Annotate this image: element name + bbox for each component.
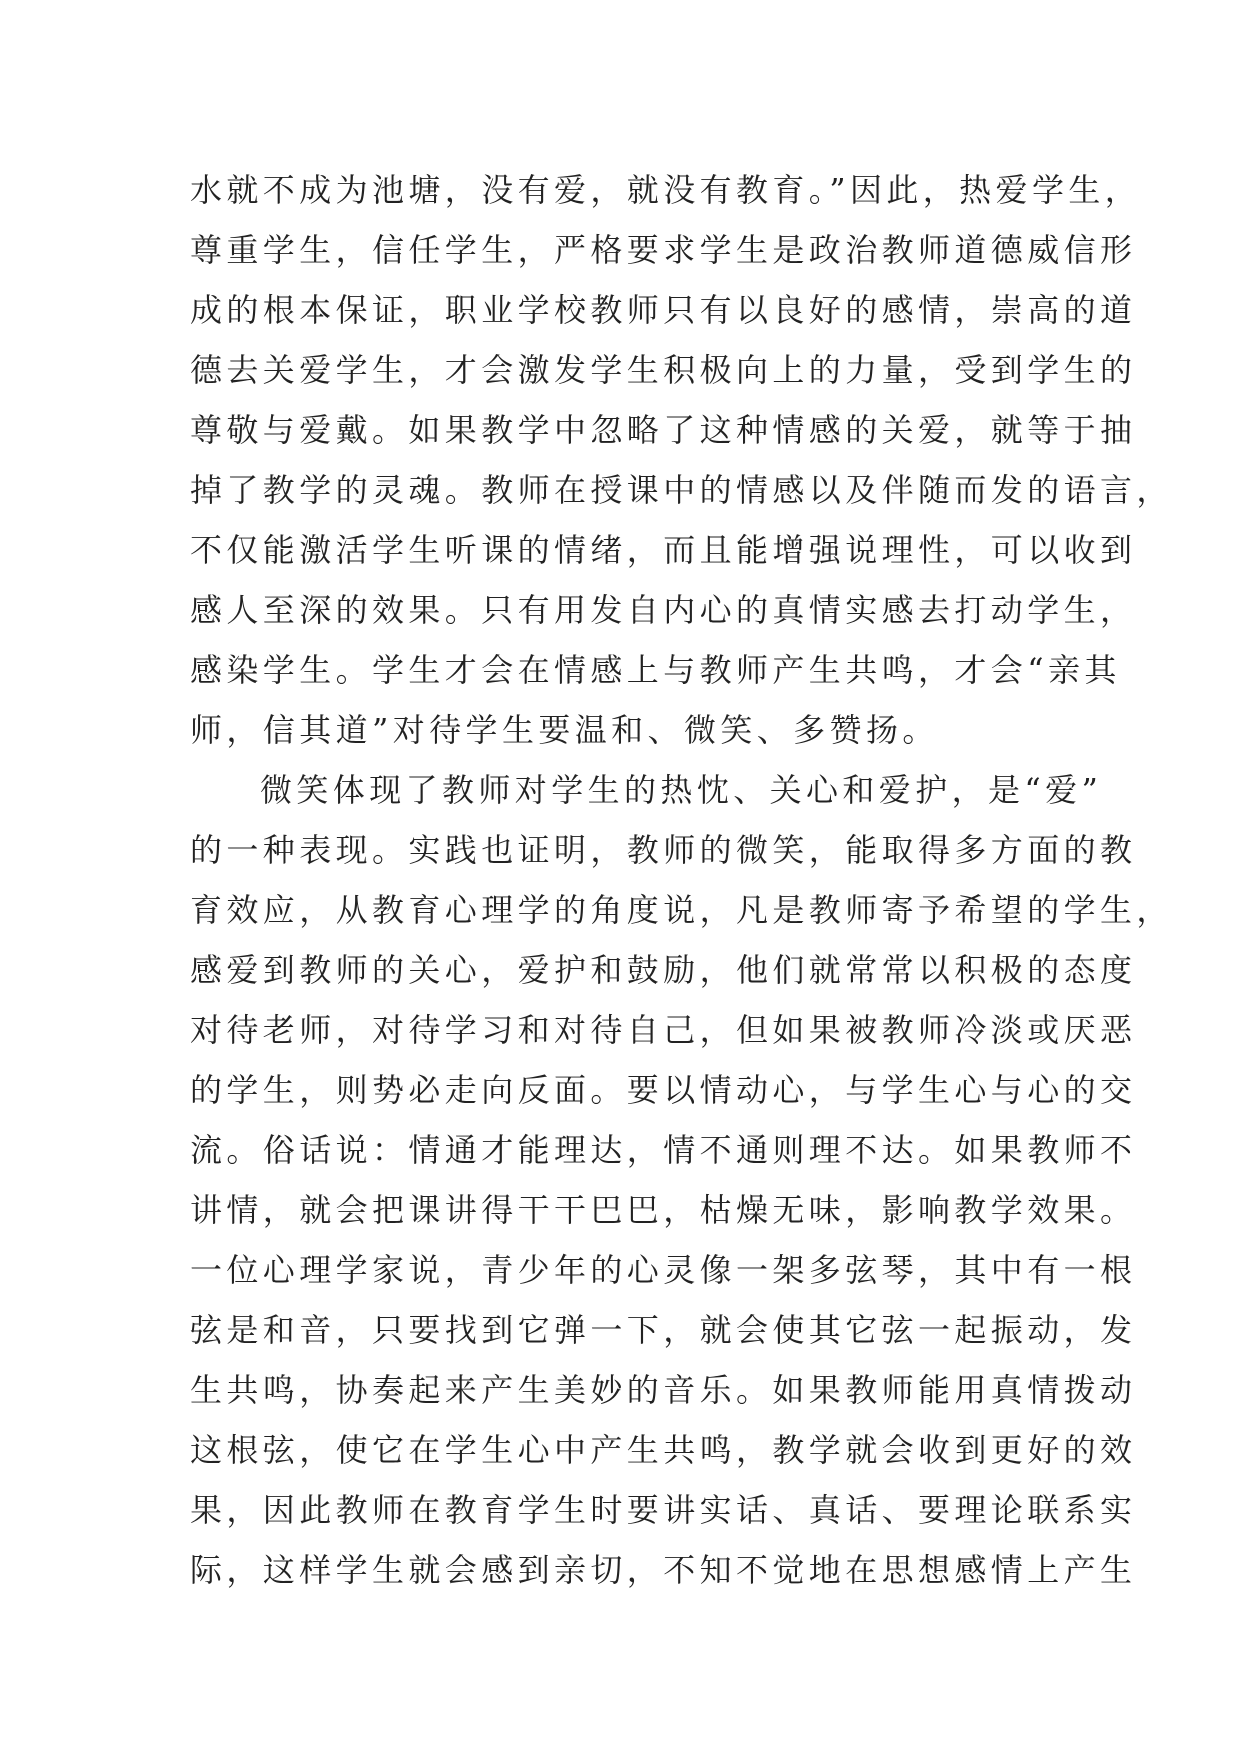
text-line: 微笑体现了教师对学生的热忱、关心和爱护，是“爱” [260,771,1103,809]
text-line: 这根弦，使它在学生心中产生共鸣，教学就会收到更好的效 [190,1431,1137,1469]
text-line: 一位心理学家说，青少年的心灵像一架多弦琴，其中有一根 [190,1251,1137,1289]
text-line: 感人至深的效果。只有用发自内心的真情实感去打动学生， [190,591,1137,629]
text-line: 感爱到教师的关心，爱护和鼓励，他们就常常以积极的态度 [190,951,1137,989]
text-line: 水就不成为池塘，没有爱，就没有教育。”因此，热爱学生， [190,171,1142,209]
text-line: 生共鸣，协奏起来产生美妙的音乐。如果教师能用真情拨动 [190,1371,1137,1409]
text-line: 弦是和音，只要找到它弹一下，就会使其它弦一起振动，发 [190,1311,1137,1349]
text-line: 感染学生。学生才会在情感上与教师产生共鸣，才会“亲其 [190,651,1121,689]
text-line: 不仅能激活学生听课的情绪，而且能增强说理性，可以收到 [190,531,1137,569]
text-line: 掉了教学的灵魂。教师在授课中的情感以及伴随而发的语言， [190,471,1173,509]
paragraph [190,760,1173,1600]
text-line: 的学生，则势必走向反面。要以情动心，与学生心与心的交 [190,1071,1137,1109]
text-line: 讲情，就会把课讲得干干巴巴，枯燥无味，影响教学效果。 [190,1191,1137,1229]
text-line: 尊敬与爱戴。如果教学中忽略了这种情感的关爱，就等于抽 [190,411,1137,449]
text-line: 果，因此教师在教育学生时要讲实话、真话、要理论联系实 [190,1491,1137,1529]
text-line: 德去关爱学生，才会激发学生积极向上的力量，受到学生的 [190,351,1137,389]
text-line: 育效应，从教育心理学的角度说，凡是教师寄予希望的学生， [190,891,1173,929]
paragraph [190,160,1173,760]
text-line: 流。俗话说：情通才能理达，情不通则理不达。如果教师不 [190,1131,1137,1169]
text-line: 尊重学生，信任学生，严格要求学生是政治教师道德威信形 [190,231,1137,269]
text-line: 际，这样学生就会感到亲切，不知不觉地在思想感情上产生 [190,1551,1137,1589]
body-text [190,160,1173,1600]
text-line: 师，信其道”对待学生要温和、微笑、多赞扬。 [190,711,939,749]
text-line: 对待老师，对待学习和对待自己，但如果被教师冷淡或厌恶 [190,1011,1137,1049]
text-line: 的一种表现。实践也证明，教师的微笑，能取得多方面的教 [190,831,1137,869]
text-line: 成的根本保证，职业学校教师只有以良好的感情，崇高的道 [190,291,1137,329]
